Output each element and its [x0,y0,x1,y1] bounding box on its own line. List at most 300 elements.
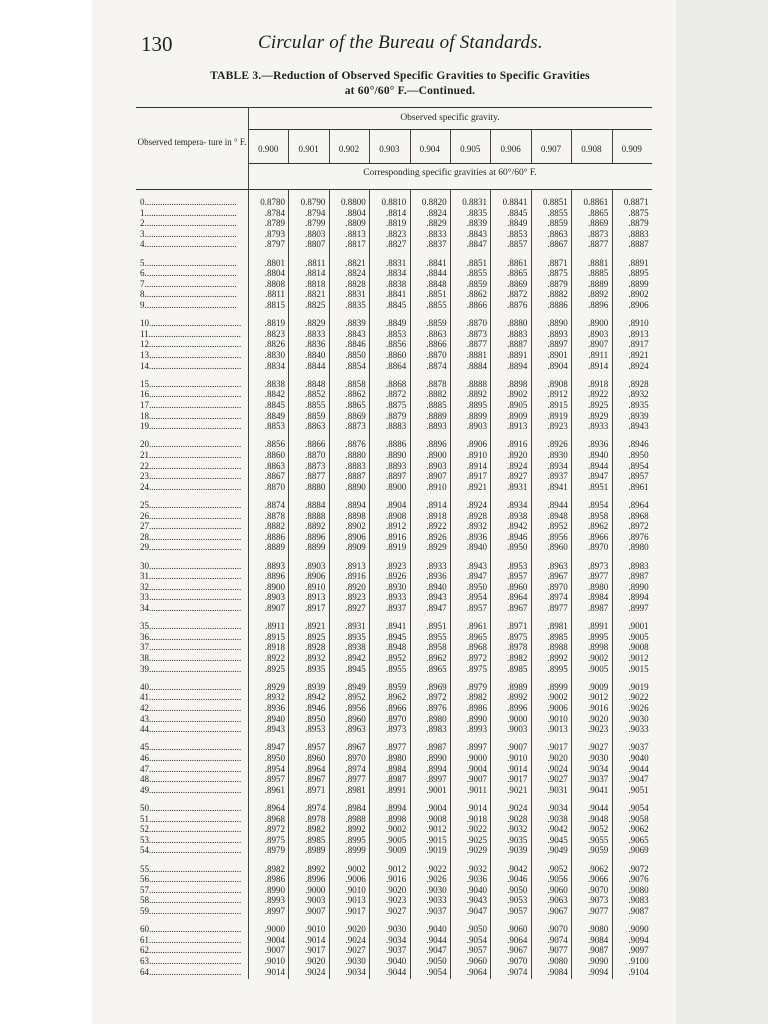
table-cell: .8941 [385,621,407,632]
table-cell: .8899 [466,410,487,421]
table-cell: .8972 [466,653,487,663]
table-cell: .8899 [305,542,326,553]
table-cell: .8852 [305,389,326,400]
table-cell: .8906 [466,439,487,450]
table-cell: .8840 [305,350,326,360]
table-cell: .8909 [345,542,366,553]
row-temperature: 58......................................... [140,895,242,906]
table-cell: .8970 [385,713,407,724]
table-cell: .8910 [305,581,326,592]
table-cell: .8789 [264,218,285,229]
table-cell: .8906 [628,300,649,310]
table-cell: .8803 [305,228,326,239]
table-cell: .8834 [264,360,285,371]
table-cell: .8862 [345,389,366,400]
table-cell: .8889 [587,278,609,289]
row-temperature: 53......................................... [140,834,242,845]
table-cell: .8995 [547,663,568,674]
table-cell: .8944 [547,500,568,510]
table-cell: .9030 [587,753,609,763]
table-cell: .9084 [587,934,609,945]
table-cell: .8992 [507,692,528,703]
table-cell: .8965 [466,631,487,642]
table-cell: .8903 [466,421,487,432]
table-cell: .8962 [587,521,609,532]
table-row [136,571,652,581]
table-cell: .9077 [587,906,609,916]
table-cell: .8935 [345,631,366,642]
row-temperature: 15......................................... [140,378,242,389]
table-row [136,511,652,521]
table-cell: .8851 [426,289,447,300]
table-row [136,389,652,399]
table-cell: .9076 [628,874,649,885]
table-cell: .8933 [587,421,609,432]
table-cell: .8861 [507,257,528,268]
table-cell: .8923 [385,560,407,571]
table-cell: .9051 [628,784,649,795]
table-cell: .8814 [305,268,326,279]
row-temperature: 24......................................... [140,481,242,492]
table-row [136,279,652,289]
table-cell: .8918 [426,510,447,521]
table-cell: .9014 [507,763,528,774]
table-row [136,482,652,492]
table-cell: .8925 [264,663,285,674]
table-row [136,753,652,763]
row-temperature: 25......................................... [140,500,242,510]
table-row [136,632,652,642]
table-cell: .8823 [385,228,407,239]
table-cell: .8962 [385,692,407,703]
table-cell: .8940 [426,581,447,592]
table-row [136,421,652,431]
table-cell: .8903 [587,328,609,339]
table-row [136,197,652,207]
table-cell: .8951 [587,481,609,492]
table-cell: .8860 [385,350,407,360]
table-cell: .8821 [345,257,366,268]
row-temperature: 16......................................... [140,389,242,400]
table-cell: .9024 [507,803,528,813]
table-cell: .9074 [507,966,528,977]
table-cell: .8874 [426,360,447,371]
table-cell: .8900 [264,581,285,592]
table-cell: .8914 [587,360,609,371]
table-cell: .8859 [426,318,447,329]
table-row [136,471,652,481]
table-cell: .8997 [426,774,447,785]
row-temperature: 2......................................... [140,218,237,229]
table-cell: .9070 [547,924,568,935]
table-cell: .8971 [507,621,528,632]
table-cell: .8924 [507,460,528,471]
table-cell: .8923 [547,421,568,432]
row-temperature: 32......................................... [140,581,242,592]
table-cell: .8881 [466,350,487,360]
table-cell: .8902 [345,521,366,532]
table-cell: .9005 [628,631,649,642]
table-cell: .8950 [466,581,487,592]
table-row [136,621,652,631]
table-cell: .8936 [426,571,447,582]
table-cell: .9042 [547,824,568,835]
table-cell: .8897 [547,339,568,350]
table-cell: .8972 [264,824,285,835]
table-cell: .9072 [628,863,649,874]
table-cell: .9030 [385,924,407,935]
table-cell: .8883 [507,328,528,339]
table-cell: .8926 [385,571,407,582]
row-temperature: 9......................................... [140,300,237,310]
table-cell: .9000 [466,753,487,763]
column-header: 0.909 [621,144,642,154]
table-cell: .8884 [466,360,487,371]
table-cell: .9066 [587,874,609,885]
vertical-rule [410,129,411,163]
table-cell: .8848 [426,278,447,289]
table-cell: .8882 [426,389,447,400]
table-cell: .8997 [264,906,285,916]
table-cell: .8954 [264,763,285,774]
table-cell: .8919 [547,410,568,421]
table-cell: .8985 [547,631,568,642]
table-cell: .8990 [466,713,487,724]
table-cell: .8855 [426,300,447,310]
table-cell: .9005 [587,663,609,674]
table-cell: .9010 [305,924,326,935]
row-temperature: 54......................................... [140,845,242,856]
row-temperature: 39......................................... [140,663,242,674]
table-cell: .8986 [264,874,285,885]
vertical-rule [329,189,330,979]
table-cell: .8843 [466,228,487,239]
table-cell: .9044 [426,934,447,945]
table-cell: .8873 [466,328,487,339]
table-cell: .8896 [305,531,326,542]
table-cell: .9013 [345,895,366,906]
table-cell: .9007 [305,906,326,916]
table-cell: .8983 [628,560,649,571]
table-cell: .9009 [385,845,407,856]
table-row [136,682,652,692]
table-cell: .8926 [547,439,568,450]
vertical-rule [571,189,572,979]
horizontal-rule [248,163,652,164]
table-cell: .9020 [385,884,407,895]
table-row [136,824,652,834]
table-cell: .8907 [264,603,285,613]
table-cell: .8984 [385,763,407,774]
row-temperature: 31......................................... [140,571,242,582]
row-temperature: 55......................................... [140,863,242,874]
table-cell: .9032 [507,824,528,835]
row-temperature: 11......................................... [140,328,241,339]
table-cell: .8883 [345,460,366,471]
table-cell: .8934 [507,500,528,510]
table-cell: .8937 [385,603,407,613]
table-cell: .9033 [426,895,447,906]
table-cell: .8958 [426,642,447,653]
table-cell: .8838 [385,278,407,289]
table-cell: .8891 [507,350,528,360]
table-cell: .8950 [628,450,649,460]
table-row [136,935,652,945]
table-cell: .8977 [385,742,407,753]
spanner-observed-gravity: Observed specific gravity. [400,113,500,123]
table-cell: .9055 [587,834,609,845]
table-cell: .9027 [587,742,609,753]
table-cell: .9003 [507,724,528,735]
table-cell: .8997 [466,742,487,753]
table-cell: .8880 [507,318,528,329]
table-cell: .8804 [345,207,366,218]
table-cell: .8853 [385,328,407,339]
table-cell: .8889 [264,542,285,553]
row-temperature: 37......................................... [140,642,242,653]
table-row [136,764,652,774]
column-header: 0.903 [379,144,400,154]
table-cell: .8995 [587,631,609,642]
table-cell: .8967 [547,571,568,582]
table-row [136,653,652,663]
table-cell: .8845 [264,400,285,410]
table-cell: .8957 [305,742,326,753]
row-temperature: 0......................................... [140,197,237,207]
table-cell: .9062 [628,824,649,835]
vertical-rule [612,129,613,163]
table-cell: .8993 [264,895,285,906]
row-temperature: 51......................................... [140,813,242,824]
row-temperature: 56......................................... [140,874,242,885]
table-cell: .9080 [587,924,609,935]
table-cell: .9047 [426,945,447,956]
table-cell: .9094 [587,966,609,977]
table-cell: .8952 [547,521,568,532]
table-cell: .8991 [587,621,609,632]
table-cell: .8859 [547,218,568,229]
page-number: 130 [141,32,173,56]
table-cell: .8903 [305,560,326,571]
table-cell: .8994 [426,763,447,774]
table-row [136,742,652,752]
table-cell: .8875 [385,400,407,410]
table-row [136,542,652,552]
row-temperature: 19......................................... [140,421,242,432]
table-cell: .8870 [305,450,326,460]
table-cell: .8902 [628,289,649,300]
table-cell: .8845 [385,300,407,310]
table-cell: .8970 [587,542,609,553]
row-temperature: 8......................................... [140,289,237,300]
table-row [136,379,652,389]
table-cell: .8955 [426,631,447,642]
column-header: 0.901 [298,144,319,154]
table-cell: .8875 [628,207,649,218]
row-temperature: 40......................................... [140,681,242,692]
table-cell: .8859 [466,278,487,289]
table-row [136,329,652,339]
table-cell: .9034 [345,966,366,977]
table-cell: .8970 [547,581,568,592]
table-cell: .9002 [547,692,568,703]
table-cell: .8824 [426,207,447,218]
table-cell: .8984 [345,803,366,813]
table-row [136,300,652,310]
table-cell: .8932 [466,521,487,532]
table-cell: .8851 [466,257,487,268]
table-cell: .8988 [547,642,568,653]
table-cell: .8994 [385,803,407,813]
table-cell: .8935 [305,663,326,674]
table-cell: .8893 [426,421,447,432]
table-cell: .8999 [547,681,568,692]
table-cell: .8883 [385,421,407,432]
column-header: 0.908 [581,144,602,154]
table-cell: .8849 [264,410,285,421]
table-cell: .8804 [264,268,285,279]
table-cell: .9104 [628,966,649,977]
table-cell: .8931 [507,481,528,492]
table-cell: .8920 [345,581,366,592]
table-cell: .8835 [345,300,366,310]
table-cell: .8863 [264,460,285,471]
table-cell: .8964 [628,500,649,510]
table-cell: .9064 [466,966,487,977]
table-cell: .8982 [507,653,528,663]
table-cell: .8970 [345,753,366,763]
table-cell: .9037 [426,906,447,916]
table-cell: .8898 [507,378,528,389]
table-cell: .8913 [507,421,528,432]
row-temperature: 22......................................... [140,460,242,471]
table-cell: .8990 [628,581,649,592]
table-cell: .8862 [466,289,487,300]
table-cell: .8923 [345,592,366,603]
row-temperature: 61......................................... [140,934,242,945]
table-cell: .9044 [587,803,609,813]
table-cell: .9017 [547,742,568,753]
table-cell: .8879 [385,410,407,421]
table-cell: .9023 [385,895,407,906]
table-cell: .9000 [507,713,528,724]
row-temperature: 35......................................... [140,621,242,632]
row-temperature: 41......................................... [140,692,242,703]
table-cell: .8957 [507,571,528,582]
stub-header: Observed tempera- ture in ° F. [137,137,247,147]
table-cell: .9047 [466,906,487,916]
table-cell: .9060 [547,884,568,895]
table-cell: .8900 [385,481,407,492]
table-cell: .9012 [426,824,447,835]
table-cell: 0.8780 [260,197,285,207]
table-cell: .8960 [547,542,568,553]
table-row [136,642,652,652]
table-cell: .8911 [265,621,285,632]
table-cell: .8982 [264,863,285,874]
table-cell: .9014 [466,803,487,813]
table-row [136,714,652,724]
table-cell: .8870 [264,481,285,492]
table-cell: .8813 [345,228,366,239]
table-cell: .8905 [507,400,528,410]
vertical-rule [450,129,451,163]
table-cell: .8976 [426,703,447,713]
table-cell: .8844 [305,360,326,371]
table-row [136,703,652,713]
table-cell: .8841 [426,257,447,268]
table-cell: .8870 [466,318,487,329]
table-cell: .8917 [628,339,649,350]
table-cell: .8794 [305,207,326,218]
table-cell: .8901 [547,350,568,360]
table-cell: .9048 [587,813,609,824]
table-cell: .8957 [264,774,285,785]
table-row [136,400,652,410]
row-temperature: 64......................................... [140,966,242,977]
table-cell: .8977 [345,774,366,785]
table-cell: .8883 [628,228,649,239]
table-cell: .8981 [547,621,568,632]
vertical-rule [571,129,572,163]
table-cell: .9031 [547,784,568,795]
table-cell: .8952 [345,692,366,703]
table-cell: .8815 [264,300,285,310]
table-cell: .8910 [466,450,487,460]
table-cell: .8846 [345,339,366,350]
table-cell: .8961 [628,481,649,492]
table-cell: .8821 [305,289,326,300]
table-cell: .8972 [426,692,447,703]
table-cell: .8873 [305,460,326,471]
table-cell: .9010 [345,884,366,895]
table-cell: .9054 [628,803,649,813]
table-cell: .9002 [587,653,609,663]
table-cell: .9034 [385,934,407,945]
table-cell: .8962 [426,653,447,663]
table-cell: .9013 [547,724,568,735]
table-row [136,924,652,934]
table-cell: .9024 [305,966,326,977]
table-cell: .8989 [305,845,326,856]
table-cell: .8915 [264,631,285,642]
row-temperature: 48......................................... [140,774,242,785]
table-cell: .8933 [385,592,407,603]
table-cell: .8922 [587,389,609,400]
table-cell: .8844 [426,268,447,279]
table-cell: .8942 [345,653,366,663]
table-cell: .9022 [628,692,649,703]
table-cell: .9002 [345,863,366,874]
row-temperature: 23......................................... [140,471,242,482]
table-cell: .8854 [345,360,366,371]
table-cell: .9006 [547,703,568,713]
table-cell: .8928 [628,378,649,389]
table-cell: .8965 [426,663,447,674]
table-cell: .9094 [628,934,649,945]
table-cell: .8977 [547,603,568,613]
table-cell: .8910 [628,318,649,329]
table-cell: .8891 [628,257,649,268]
table-cell: .9050 [466,924,487,935]
table-cell: .8897 [385,471,407,482]
table-cell: .9054 [426,966,447,977]
table-cell: .8973 [385,724,407,735]
table-cell: .8879 [547,278,568,289]
table-header [136,107,652,189]
table-cell: .9020 [345,924,366,935]
row-temperature: 63......................................... [140,956,242,966]
